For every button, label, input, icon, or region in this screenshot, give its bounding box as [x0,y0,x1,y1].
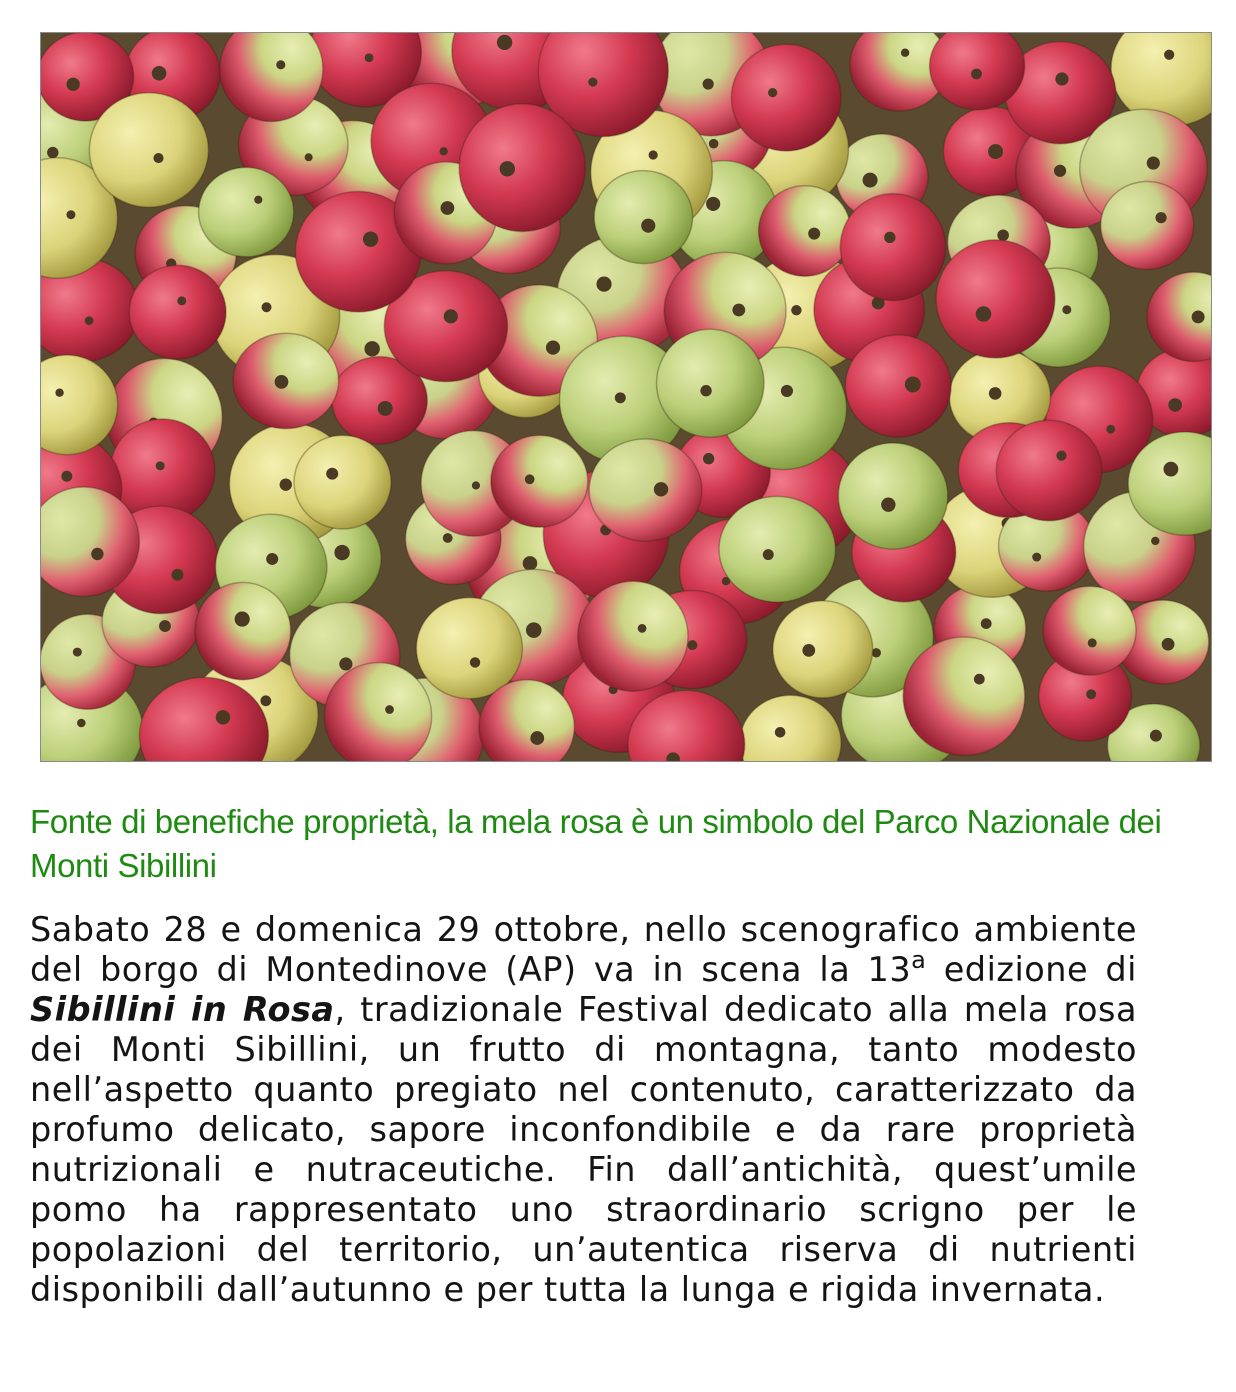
apple [840,194,945,301]
apple [578,581,688,691]
apple [594,171,692,264]
apples-photo [40,32,1212,762]
apple [996,420,1102,521]
apple [719,496,835,602]
apple [459,104,585,232]
image-caption: Fonte di benefiche proprietà, la mela rosa è un simbolo del Parco Nazionale dei Monti Sibillini [30,803,1162,884]
festival-name: Sibillini in Rosa [30,990,335,1029]
apple [294,435,391,529]
article-paragraph [30,910,1137,1310]
apple [324,663,431,761]
apple [195,582,291,679]
apples-image [41,33,1211,761]
article-text-part1: Sabato 28 e domenica 29 ottobre, nello scenografico ambiente del borgo di Montedinove (AP) va in scena la 13 [30,910,1137,989]
apple [773,601,873,698]
apple [1101,181,1194,269]
apple [89,93,208,207]
apple [903,637,1025,755]
apple [199,167,294,256]
apple [491,435,588,527]
apple [589,439,702,541]
apple [936,240,1055,358]
article-text-part3: , tradizionale Festival dedicato alla mela rosa dei Monti Sibillini, un frutto di montagna, tanto modesto nell’aspetto quanto pregiato nel contenuto, caratterizzato da profumo delicato, sapore inconfondibile e da rare proprietà nutrizionali e nutraceutiche. Fin dall’antichità, quest’umile pomo ha rappresentato uno straordinario scrigno per le popolazioni del territorio, un’autentica riserva di nutrienti disponibili dall’autunno e per tutta la lunga e rigida invernata. [30,990,1138,1309]
apple [731,44,841,151]
apple [129,265,226,359]
apple [759,186,851,277]
apple [657,329,764,437]
article-text-part2: edizione di [926,950,1137,989]
ordinal-superscript: a [911,945,927,974]
apple [233,333,339,428]
apple [838,443,947,549]
apple [845,335,951,437]
apple [1043,586,1136,675]
